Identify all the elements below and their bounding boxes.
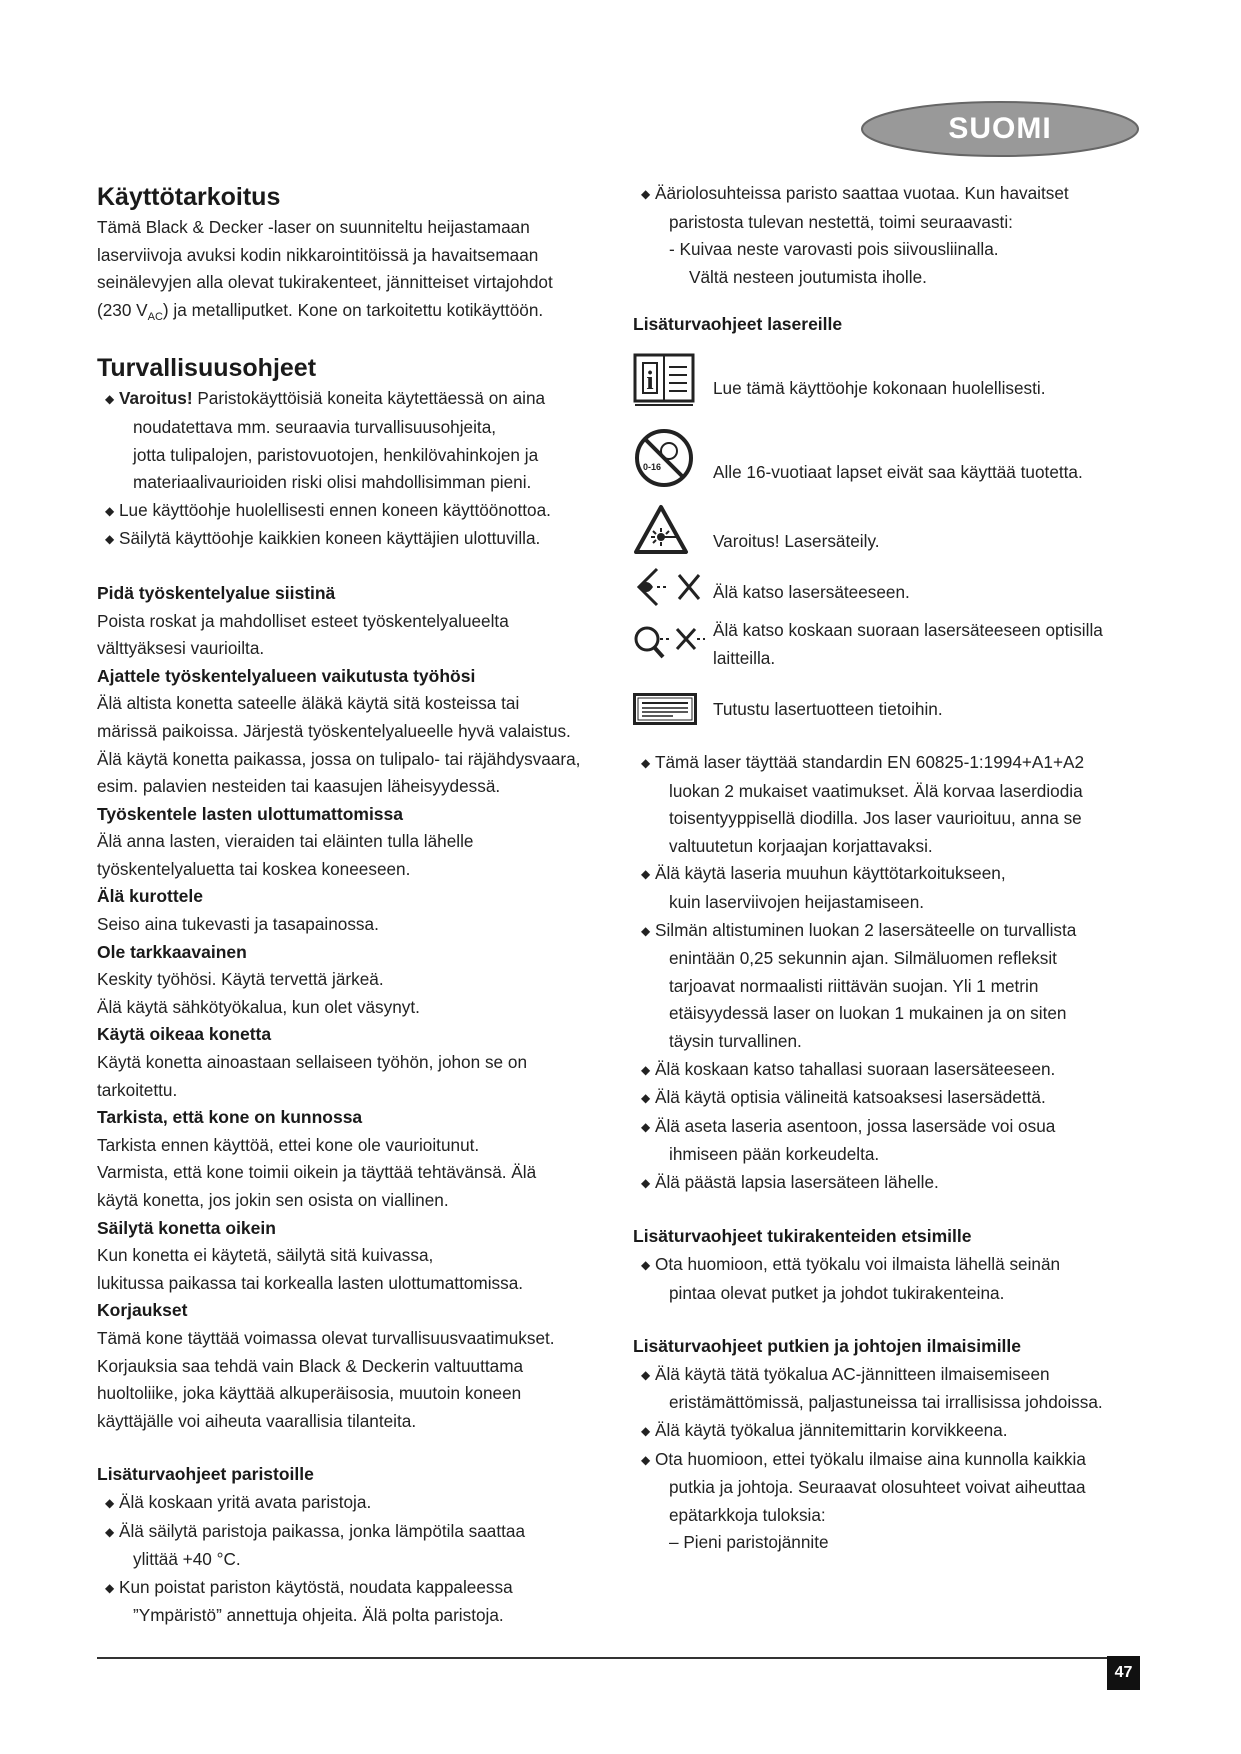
- left-column: [97, 180, 617, 1630]
- heading-lasereille: Lisäturvaohjeet lasereille: [633, 314, 843, 335]
- icon-text: Älä katso koskaan suoraan lasersäteeseen optisilla: [713, 619, 1103, 640]
- paragraph-line: huoltoliike, joka käyttää alkuperäisosia, muutoin koneen: [97, 1383, 522, 1404]
- icon-text: Alle 16-vuotiaat lapset eivät saa käyttää tuotetta.: [713, 462, 1083, 483]
- warning-line: materiaalivaurioiden riski olisi mahdollisimman pieni.: [133, 472, 532, 493]
- diamond-bullet-icon: ◆: [641, 1452, 651, 1467]
- diamond-bullet-icon: ◆: [641, 1119, 651, 1134]
- paragraph-line: Keskity työhösi. Käytä tervettä järkeä.: [97, 969, 384, 990]
- paragraph-line: Käytä konetta ainoastaan sellaiseen työhön, johon se on: [97, 1052, 527, 1073]
- no-optical-instrument-icon: [633, 623, 705, 663]
- bullet-lue: ◆ Lue käyttöohje huolellisesti ennen koneen käyttöönottoa.: [97, 497, 617, 526]
- diamond-bullet-icon: ◆: [641, 1424, 651, 1439]
- no-eye-exposure-icon: [633, 565, 705, 611]
- bullet-item: ◆ Älä päästä lapsia lasersäteen lähelle.: [633, 1169, 1153, 1198]
- paragraph-line: Älä altista konetta sateelle äläkä käytä sitä kosteissa tai: [97, 693, 520, 714]
- bullet-continuation: etäisyydessä laser on luokan 1 mukainen ja on siten: [669, 1003, 1067, 1024]
- bullet-continuation: eristämättömissä, paljastuneissa tai irrallisissa johdoissa.: [669, 1392, 1103, 1413]
- bullet-item: ◆ Älä käytä optisia välineitä katsoaksesi lasersädettä.: [633, 1084, 1153, 1113]
- icon-row-optic: [633, 617, 1153, 677]
- right-column: [633, 180, 1153, 1557]
- icon-text: Varoitus! Lasersäteily.: [713, 531, 880, 552]
- diamond-bullet-icon: ◆: [105, 1524, 115, 1539]
- svg-text:i: i: [646, 365, 654, 395]
- bullet-item: ◆ Kun poistat pariston käytöstä, noudata kappaleessa: [97, 1574, 617, 1603]
- paragraph-line: Poista roskat ja mahdolliset esteet työskentelyalueelta: [97, 610, 509, 631]
- diamond-bullet-icon: ◆: [105, 503, 115, 518]
- diamond-bullet-icon: ◆: [641, 867, 651, 882]
- intro-line: laserviivoja avuksi kodin nikkarointitöissä ja havaitsemaan: [97, 244, 539, 265]
- heading-ajattele: Ajattele työskentelyalueen vaikutusta työhösi: [97, 665, 476, 686]
- bullet-item: ◆ Älä koskaan yritä avata paristoja.: [97, 1489, 617, 1518]
- bullet-item: ◆ Älä koskaan katso tahallasi suoraan lasersäteeseen.: [633, 1056, 1153, 1085]
- heading-sailyta: Säilytä konetta oikein: [97, 1217, 276, 1238]
- warning-line: noudatettava mm. seuraavia turvallisuusohjeita,: [133, 416, 497, 437]
- paragraph-line: käyttäjälle voi aiheuta vaarallisia tilanteita.: [97, 1410, 417, 1431]
- icon-row-age: [633, 423, 1153, 493]
- heading-tarkkaavainen: Ole tarkkaavainen: [97, 941, 247, 962]
- paragraph-line: Seiso aina tukevasti ja tasapainossa.: [97, 914, 379, 935]
- heading-kunnossa: Tarkista, että kone on kunnossa: [97, 1107, 363, 1128]
- bullet-continuation: – Pieni paristojännite: [669, 1532, 829, 1553]
- intro-line: (230 $V_{AC}$) ja metalliputket. Kone on tarkoitettu kotikäyttöön.: [97, 299, 544, 323]
- bullet-continuation: Vältä nesteen joutumista iholle.: [689, 266, 927, 287]
- bullet-continuation: - Kuivaa neste varovasti pois siivousliinalla.: [669, 239, 999, 260]
- paragraph-line: Tämä kone täyttää voimassa olevat turvallisuusvaatimukset.: [97, 1327, 555, 1348]
- icon-text: Älä katso lasersäteeseen.: [713, 582, 910, 603]
- paragraph-line: Tarkista ennen käyttöä, ettei kone ole vaurioitunut.: [97, 1134, 480, 1155]
- diamond-bullet-icon: ◆: [641, 923, 651, 938]
- bullet-continuation: enintään 0,25 sekunnin ajan. Silmäluomen refleksit: [669, 948, 1057, 969]
- bullet-continuation: kuin laserviivojen heijastamiseen.: [669, 891, 925, 912]
- laser-bullets: [633, 749, 1153, 1198]
- paragraph-line: lukitussa paikassa tai korkealla lasten ulottumattomissa.: [97, 1272, 524, 1293]
- bullet-item: ◆ Silmän altistuminen luokan 2 lasersäteelle on turvallista: [633, 917, 1153, 946]
- diamond-bullet-icon: ◆: [641, 187, 651, 201]
- bullet-item: ◆ Ota huomioon, että työkalu voi ilmaista lähellä seinän: [633, 1251, 1153, 1280]
- bullet-sailyta: ◆ Säilytä käyttöohje kaikkien koneen käyttäjien ulottuvilla.: [97, 525, 617, 554]
- age-restriction-icon: [633, 427, 695, 489]
- bullet-continuation: pintaa olevat putket ja johdot tukirakenteina.: [669, 1282, 1005, 1303]
- icon-row-laser: [633, 499, 1153, 561]
- icon-row-eye: [633, 561, 1153, 615]
- icon-text: Tutustu lasertuotteen tietoihin.: [713, 699, 943, 720]
- diamond-bullet-icon: ◆: [641, 1175, 651, 1190]
- diamond-bullet-icon: ◆: [105, 1580, 115, 1595]
- diamond-bullet-icon: ◆: [641, 1258, 651, 1273]
- svg-text:0-16: 0-16: [642, 461, 662, 472]
- heading-oikeaa: Käytä oikeaa konetta: [97, 1024, 272, 1045]
- heading-paristot: Lisäturvaohjeet paristoille: [97, 1464, 314, 1485]
- diamond-bullet-icon: ◆: [105, 1495, 115, 1510]
- diamond-bullet-icon: ◆: [641, 755, 651, 770]
- heading-putket-johdot: Lisäturvaohjeet putkien ja johtojen ilmaisimille: [633, 1336, 1022, 1357]
- paragraph-line: Älä anna lasten, vieraiden tai eläinten tulla lähelle: [97, 831, 474, 852]
- paragraph-line: Älä käytä sähkötyökalua, kun olet väsynyt.: [97, 996, 420, 1017]
- diamond-bullet-icon: ◆: [641, 1091, 651, 1106]
- paragraph-line: tarkoitettu.: [97, 1079, 178, 1100]
- laser-warning-icon: [633, 504, 689, 556]
- heading-kurottele: Älä kurottele: [97, 886, 203, 907]
- bullet-continuation: tarjoavat normaalisti riittävän suojan. Yli 1 metrin: [669, 975, 1039, 996]
- laser-label-icon: [633, 693, 697, 725]
- diamond-bullet-icon: ◆: [641, 1062, 651, 1077]
- read-manual-icon: [633, 353, 695, 407]
- icon-text: Lue tämä käyttöohje kokonaan huolellisesti.: [713, 378, 1046, 399]
- icon-row-label: [633, 689, 1153, 729]
- bullet-item: ◆ Tämä laser täyttää standardin EN 60825-1:1994+A1+A2: [633, 749, 1153, 778]
- warning-bullet: ◆ Varoitus! Paristokäyttöisiä koneita käytettäessä on aina: [97, 385, 617, 414]
- heading-turvallisuusohjeet: Turvallisuusohjeet: [97, 354, 317, 383]
- bullet-item: ◆ Älä käytä laseria muuhun käyttötarkoitukseen,: [633, 860, 1153, 889]
- bullet-item: ◆ Ota huomioon, ettei työkalu ilmaise aina kunnolla kaikkia: [633, 1446, 1153, 1475]
- paragraph-line: Älä käytä konetta paikassa, jossa on tulipalo- tai räjähdysvaara,: [97, 748, 581, 769]
- paragraph-line: käytä konetta, jos jokin sen osista on viallinen.: [97, 1190, 449, 1210]
- paragraph-line: Varmista, että kone toimii oikein ja täyttää tehtävänsä. Älä: [97, 1162, 537, 1183]
- bullet-continuation: putkia ja johtoja. Seuraavat olosuhteet voivat aiheuttaa: [669, 1477, 1086, 1498]
- heading-korjaukset: Korjaukset: [97, 1300, 188, 1321]
- paragraph-line: välttyäksesi vaurioilta.: [97, 638, 265, 659]
- warning-line: jotta tulipalojen, paristovuotojen, henkilövahinkojen ja: [133, 444, 539, 465]
- paragraph-line: Kun konetta ei käytetä, säilytä sitä kuivassa,: [97, 1245, 434, 1266]
- heading-siisti: Pidä työskentelyalue siistinä: [97, 582, 336, 603]
- page-number: 47: [1107, 1656, 1140, 1690]
- bullet-continuation: valtuutetun korjaajan korjattavaksi.: [669, 835, 933, 856]
- bullet-continuation: epätarkkoja tuloksia:: [669, 1504, 826, 1525]
- bullet-item: ◆ Älä käytä työkalua jännitemittarin korvikkeena.: [633, 1417, 1153, 1446]
- intro-line: seinälevyjen alla olevat tukirakenteet, jännitteiset virtajohdot: [97, 272, 553, 293]
- heading-kayttotarkoitus: Käyttötarkoitus: [97, 183, 281, 211]
- bullet-continuation: paristosta tulevan nestettä, toimi seuraavasti:: [669, 211, 1013, 232]
- bullet-item: ◆ Älä aseta laseria asentoon, jossa lasersäde voi osua: [633, 1113, 1153, 1142]
- paragraph-line: esim. palavien nesteiden tai kaasujen läheisyydessä.: [97, 776, 501, 797]
- icon-text-block: [713, 617, 1103, 672]
- intro-line: Tämä Black & Decker -laser on suunniteltu heijastamaan: [97, 217, 530, 237]
- paragraph-line: märissä paikoissa. Järjestä työskentelyalueelle hyvä valaistus.: [97, 720, 571, 741]
- diamond-bullet-icon: ◆: [641, 1367, 651, 1382]
- bullet-continuation: ”Ympäristö” annettuja ohjeita. Älä polta paristoja.: [133, 1605, 504, 1626]
- heading-lasten: Työskentele lasten ulottumattomissa: [97, 803, 404, 824]
- bullet-continuation: toisentyyppisellä diodilla. Jos laser vaurioituu, anna se: [669, 808, 1082, 829]
- icon-row-manual: [633, 349, 1153, 411]
- bullet-continuation: luokan 2 mukaiset vaatimukset. Älä korvaa laserdiodia: [669, 780, 1083, 801]
- bullet-item: ◆ Älä säilytä paristoja paikassa, jonka lämpötila saattaa: [97, 1518, 617, 1547]
- footer-divider: [97, 1657, 1140, 1659]
- paragraph-line: työskentelyaluetta tai koskea koneeseen.: [97, 858, 411, 879]
- bullet-continuation: ihmiseen pään korkeudelta.: [669, 1144, 880, 1165]
- bullet-continuation: täysin turvallinen.: [669, 1030, 802, 1051]
- bullet-continuation: ylittää +40 °C.: [133, 1549, 241, 1570]
- language-tab-label: SUOMI: [948, 112, 1052, 145]
- diamond-bullet-icon: ◆: [105, 392, 115, 407]
- icon-text: laitteilla.: [713, 647, 776, 668]
- paragraph-line: Korjauksia saa tehdä vain Black & Deckerin valtuuttama: [97, 1355, 524, 1376]
- bullet-item: ◆ Älä käytä tätä työkalua AC-jännitteen ilmaisemiseen: [633, 1361, 1153, 1390]
- bullet-item: ◆ Ääriolosuhteissa paristo saattaa vuotaa. Kun havaitset: [633, 180, 1153, 209]
- heading-tukirakenteet: Lisäturvaohjeet tukirakenteiden etsimille: [633, 1226, 972, 1247]
- diamond-bullet-icon: ◆: [105, 532, 115, 547]
